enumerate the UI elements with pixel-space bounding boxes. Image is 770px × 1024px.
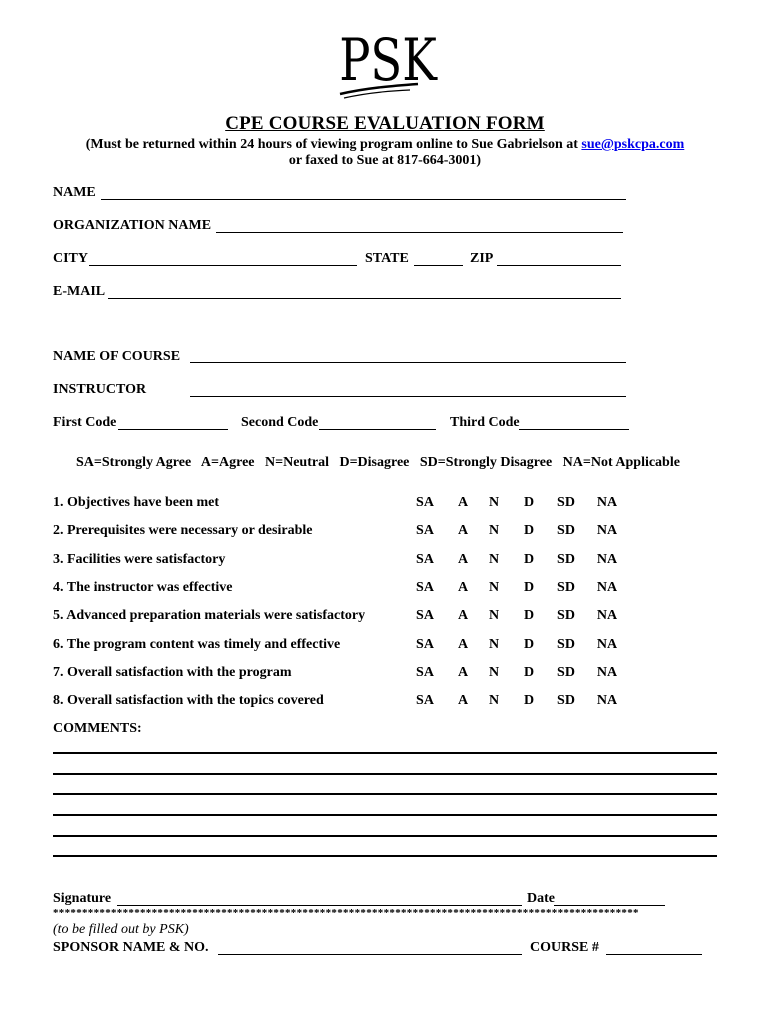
comment-line[interactable] [53, 814, 717, 816]
rating-option-sd[interactable]: SD [557, 495, 575, 510]
rating-option-sa[interactable]: SA [416, 608, 434, 624]
question-label: 6. The program content was timely and effective [53, 636, 341, 652]
rating-option-na[interactable]: NA [596, 579, 618, 595]
rating-option-sa[interactable]: SA [416, 523, 434, 539]
question-label: 1. Objectives have been met [53, 495, 220, 510]
comments-label: COMMENTS: [53, 721, 142, 736]
first-code-field[interactable] [118, 429, 228, 430]
rating-option-na[interactable]: NA [596, 636, 618, 652]
state-label: STATE [365, 251, 409, 266]
email-label: E-MAIL [53, 284, 106, 299]
question-label: 5. Advanced preparation materials were satisfactory [53, 608, 366, 624]
email-field[interactable] [108, 298, 621, 299]
rating-option-sd[interactable]: SD [557, 664, 575, 680]
rating-option-sd[interactable]: SD [557, 693, 575, 709]
rating-option-d[interactable]: D [523, 523, 535, 539]
rating-option-sd[interactable]: SD [557, 551, 575, 567]
course-name-label: NAME OF COURSE [53, 349, 181, 364]
rating-option-n[interactable]: N [488, 693, 500, 709]
rating-option-na[interactable]: NA [596, 664, 618, 680]
form-subtitle: (Must be returned within 24 hours of viewing program online to Sue Gabrielson at sue@pskcpa.com [85, 137, 685, 152]
rating-option-a[interactable]: A [457, 636, 469, 652]
zip-label: ZIP [470, 251, 494, 266]
rating-option-d[interactable]: D [523, 693, 535, 709]
separator-line: ***************************************************************************************************** [53, 907, 639, 919]
city-field[interactable] [89, 265, 357, 266]
question-label: 4. The instructor was effective [53, 579, 233, 595]
comment-line[interactable] [53, 835, 717, 837]
rating-option-sa[interactable]: SA [416, 495, 434, 510]
course-number-field[interactable] [606, 954, 702, 955]
rating-option-a[interactable]: A [457, 551, 469, 567]
name-label: NAME [53, 185, 96, 200]
rating-option-a[interactable]: A [457, 579, 469, 595]
rating-option-na[interactable]: NA [596, 551, 618, 567]
course-name-field[interactable] [190, 362, 626, 363]
rating-option-a[interactable]: A [457, 664, 469, 680]
comment-line[interactable] [53, 855, 717, 857]
city-label: CITY [53, 251, 89, 266]
organization-label: ORGANIZATION NAME [53, 218, 212, 233]
rating-option-na[interactable]: NA [596, 693, 618, 709]
rating-option-n[interactable]: N [488, 523, 500, 539]
course-number-label: COURSE # [530, 940, 599, 955]
rating-option-n[interactable]: N [488, 579, 500, 595]
rating-option-n[interactable]: N [488, 551, 500, 567]
rating-option-a[interactable]: A [457, 523, 469, 539]
sponsor-field[interactable] [218, 954, 522, 955]
state-field[interactable] [414, 265, 463, 266]
rating-option-d[interactable]: D [523, 608, 535, 624]
rating-option-na[interactable]: NA [596, 523, 618, 539]
rating-option-d[interactable]: D [523, 636, 535, 652]
form-subtitle-line2: or faxed to Sue at 817-664-3001) [288, 153, 482, 168]
rating-option-a[interactable]: A [457, 693, 469, 709]
rating-option-d[interactable]: D [523, 495, 535, 510]
second-code-field[interactable] [319, 429, 436, 430]
rating-option-a[interactable]: A [457, 495, 469, 510]
rating-option-sa[interactable]: SA [416, 579, 434, 595]
second-code-label: Second Code [241, 415, 319, 430]
psk-note: (to be filled out by PSK) [53, 922, 189, 937]
email-link[interactable]: sue@pskcpa.com [581, 137, 685, 152]
rating-option-na[interactable]: NA [596, 608, 618, 624]
question-label: 8. Overall satisfaction with the topics covered [53, 693, 324, 709]
instructor-field[interactable] [190, 396, 626, 397]
signature-field[interactable] [117, 905, 522, 906]
rating-option-n[interactable]: N [488, 664, 500, 680]
rating-option-n[interactable]: N [488, 608, 500, 624]
rating-option-sa[interactable]: SA [416, 636, 434, 652]
date-field[interactable] [554, 905, 665, 906]
rating-option-sa[interactable]: SA [416, 693, 434, 709]
name-field[interactable] [101, 199, 626, 200]
question-label: 3. Facilities were satisfactory [53, 551, 226, 567]
comment-line[interactable] [53, 752, 717, 754]
rating-legend: SA=Strongly Agree A=Agree N=Neutral D=Disagree SD=Strongly Disagree NA=Not Applicable [76, 455, 680, 470]
date-label: Date [527, 891, 555, 906]
comment-line[interactable] [53, 773, 717, 775]
rating-option-sd[interactable]: SD [557, 523, 575, 539]
svg-text:PSK: PSK [339, 26, 437, 95]
first-code-label: First Code [53, 415, 117, 430]
rating-option-sd[interactable]: SD [557, 608, 575, 624]
rating-option-na[interactable]: NA [596, 495, 618, 510]
rating-option-n[interactable]: N [488, 636, 500, 652]
sponsor-label: SPONSOR NAME & NO. [53, 940, 209, 955]
rating-option-d[interactable]: D [523, 579, 535, 595]
comment-line[interactable] [53, 793, 717, 795]
rating-option-sa[interactable]: SA [416, 664, 434, 680]
rating-option-sd[interactable]: SD [557, 636, 575, 652]
third-code-field[interactable] [519, 429, 629, 430]
rating-option-sa[interactable]: SA [416, 551, 434, 567]
rating-option-n[interactable]: N [488, 495, 500, 510]
rating-option-d[interactable]: D [523, 551, 535, 567]
rating-option-a[interactable]: A [457, 608, 469, 624]
zip-field[interactable] [497, 265, 621, 266]
question-label: 2. Prerequisites were necessary or desirable [53, 523, 313, 539]
psk-logo [336, 14, 437, 100]
third-code-label: Third Code [450, 415, 520, 430]
form-title: CPE COURSE EVALUATION FORM [225, 113, 545, 134]
question-label: 7. Overall satisfaction with the program [53, 664, 292, 680]
rating-option-d[interactable]: D [523, 664, 535, 680]
instructor-label: INSTRUCTOR [53, 382, 147, 397]
signature-label: Signature [53, 891, 112, 906]
rating-option-sd[interactable]: SD [557, 579, 575, 595]
organization-field[interactable] [216, 232, 623, 233]
